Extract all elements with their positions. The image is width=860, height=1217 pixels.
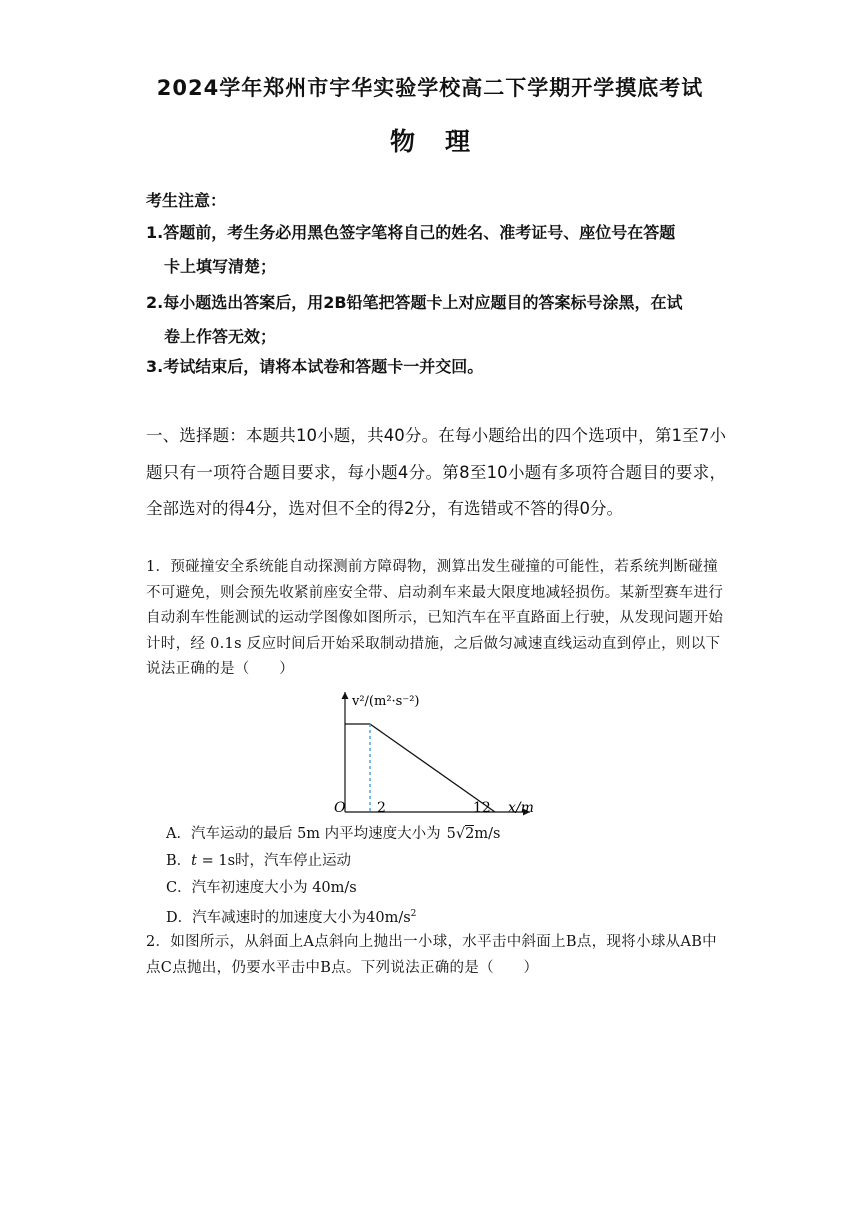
q1-option-b-var: t bbox=[191, 853, 197, 869]
question-2-stem: 2．如图所示，从斜面上A点斜向上抛出一小球，水平击中斜面上B点，现将小球从AB中点C点抛出，仍要水平击中B点。下列说法正确的是（ ） bbox=[146, 934, 717, 976]
notice-item-2 bbox=[146, 286, 736, 354]
exam-title: 2024学年郑州市宇华实验学校高二下学期开学摸底考试 bbox=[156, 76, 704, 100]
notice-item-3-line1: 3.考试结束后，请将本试卷和答题卡一并交回。 bbox=[146, 357, 484, 376]
notice-item-1-line2: 卡上填写清楚； bbox=[164, 257, 277, 276]
q1-chart bbox=[330, 686, 540, 820]
notice-item-1-line1: 1.答题前，考生务必用黑色签字笔将自己的姓名、准考证号、座位号在答题 bbox=[146, 223, 676, 242]
q1-option-b-rest: 时，汽车停止运动 bbox=[235, 853, 352, 869]
q1-option-b-eq: = 1s bbox=[196, 853, 236, 869]
q1-option-c[interactable]: C．汽车初速度大小为 40m/s bbox=[166, 880, 357, 896]
q1-option-d-text: D．汽车减速时的加速度大小为 bbox=[166, 909, 367, 926]
subject-title: 物理 bbox=[389, 127, 500, 156]
x-tick-12: 12 bbox=[473, 800, 491, 816]
q1-option-a-unit: m/s bbox=[474, 826, 501, 842]
q1-option-d-val: 40m/s bbox=[366, 909, 411, 926]
notice-heading: 考生注意： bbox=[146, 191, 227, 210]
notice-item-2-line2: 卷上作答无效； bbox=[164, 327, 277, 346]
origin-label: O bbox=[334, 800, 346, 816]
y-axis-label: v²/(m²·s⁻²) bbox=[352, 694, 420, 709]
q1-option-d-sup: 2 bbox=[410, 909, 417, 919]
q1-option-d[interactable] bbox=[166, 904, 416, 928]
question-1-stem: 1．预碰撞安全系统能自动探测前方障碍物，测算出发生碰撞的可能性，若系统判断碰撞不可避免，则会预先收紧前座安全带、启动刹车来最大限度地减轻损伤。某新型赛车进行自动刹车性能测试的运动学图像如图所示，已知汽车在平直路面上行驶，从发现问题开始计时，经 0.1s 反应时间后开始采取制动措施，之后做匀减速直线运动直到停止，则以下说法正确的是（ ） bbox=[146, 559, 724, 677]
series-line bbox=[345, 724, 495, 812]
notice-item-2-line1: 2.每小题选出答案后，用2B铅笔把答题卡上对应题目的答案标号涂黑，在试 bbox=[146, 293, 683, 312]
notice-item-3 bbox=[146, 350, 736, 384]
q1-option-a[interactable] bbox=[166, 824, 500, 844]
q1-option-b[interactable] bbox=[166, 851, 351, 871]
section-instructions: 一、选择题：本题共10小题，共40分。在每小题给出的四个选项中，第1至7小题只有一项符合题目要求，每小题4分。第8至10小题有多项符合题目的要求，全部选对的得4分，选对但不全的得2分，有选错或不答的得0分。 bbox=[146, 426, 726, 518]
sqrt-icon: √ bbox=[455, 826, 466, 842]
notice-item-1 bbox=[146, 216, 736, 284]
x-axis-label: x/m bbox=[508, 800, 534, 816]
q1-option-a-coef: 5 bbox=[446, 826, 456, 842]
x-tick-2: 2 bbox=[377, 800, 386, 816]
q1-option-b-prefix: B． bbox=[166, 853, 192, 869]
q1-option-a-radicand: 2 bbox=[465, 826, 475, 842]
q1-option-a-text: A．汽车运动的最后 5m 内平均速度大小为 bbox=[166, 826, 441, 842]
